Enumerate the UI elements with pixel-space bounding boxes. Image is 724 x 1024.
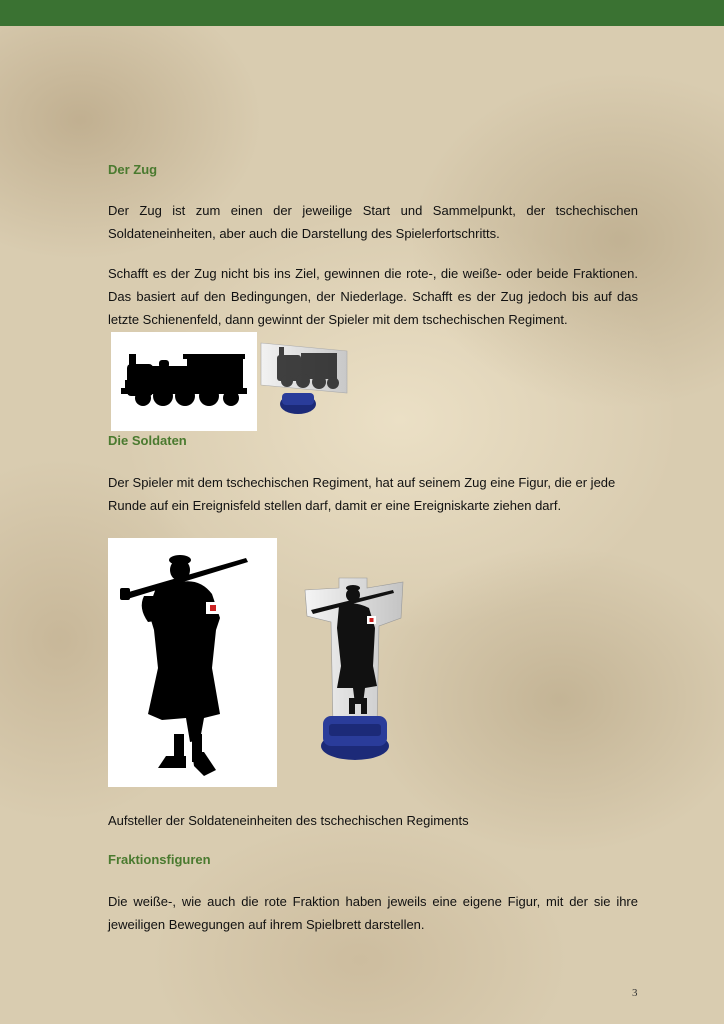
header-bar [0,0,724,26]
soldier-image-caption: Aufsteller der Soldateneinheiten des tschechischen Regiments [108,813,469,828]
train-silhouette-image [111,332,257,431]
paragraph-fraktionsfiguren: Die weiße-, wie auch die rote Fraktion haben jeweils eine eigene Figur, mit der sie ihre jeweiligen Bewegungen auf ihrem Spielbrett darstellen. [108,894,638,932]
train-standee-image [259,335,349,417]
paragraph-zug-intro: Der Zug ist zum einen der jeweilige Start und Sammelpunkt, der tschechischen Soldateneinheiten, aber auch die Darstellung des Spielerfortschritts. [108,203,638,241]
heading-der-zug: Der Zug [108,162,158,177]
heading-fraktionsfiguren: Fraktionsfiguren [108,852,211,867]
page-number: 3 [632,987,638,999]
soldier-silhouette-image [108,538,277,787]
paragraph-soldaten: Der Spieler mit dem tschechischen Regiment, hat auf seinem Zug eine Figur, die er jede Runde auf ein Ereignisfeld stellen darf, damit er eine Ereigniskarte ziehen darf. [108,475,616,513]
soldier-standee-image [303,576,407,764]
paragraph-zug-conditions: Schafft es der Zug nicht bis ins Ziel, gewinnen die rote-, die weiße- oder beide Fraktionen. Das basiert auf den Bedingungen, der Niederlage. Schafft es der Zug jedoch bis auf das letzte Schienenfeld, dann gewinnt der Spieler mit dem tschechischen Regiment. [108,266,638,327]
heading-die-soldaten: Die Soldaten [108,433,187,448]
